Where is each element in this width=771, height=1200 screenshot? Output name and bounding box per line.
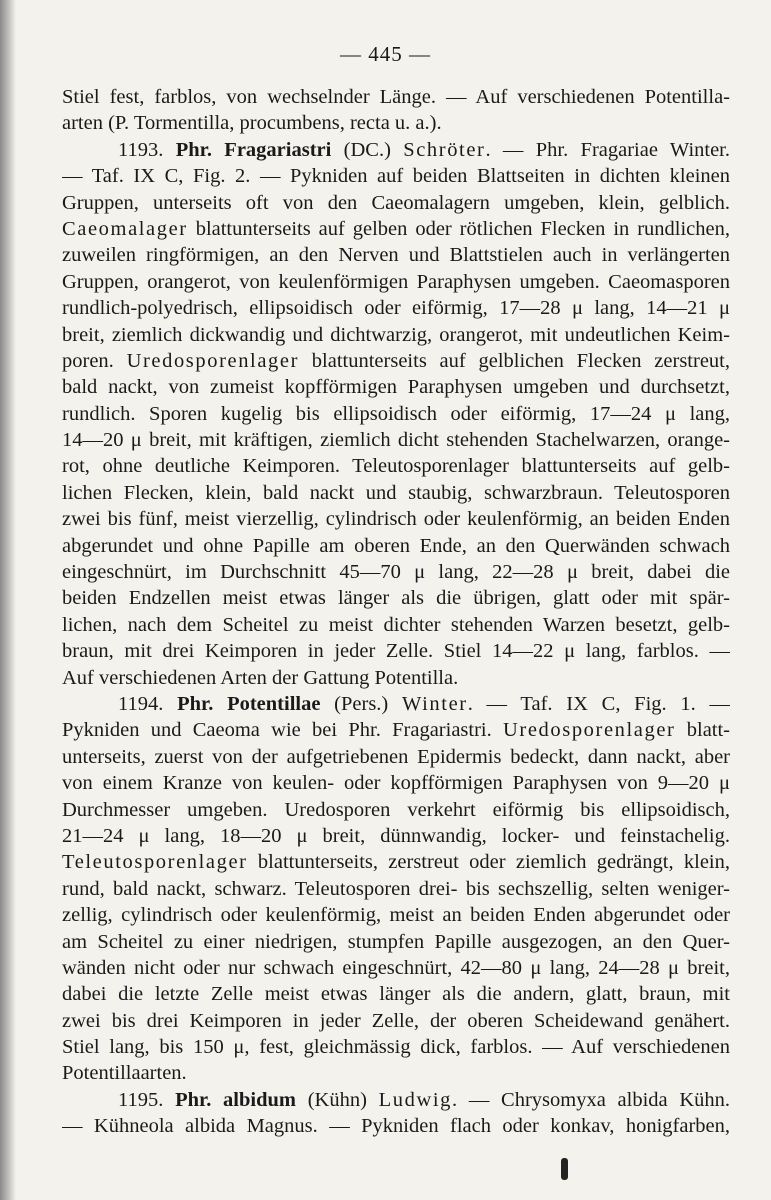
text-segment: lichen, nach dem Scheitel zu meist dichter stehenden Warzen besetzt, gelb-: [62, 613, 730, 636]
text-line: [62, 797, 730, 823]
spaced-term: Ludwig: [378, 1088, 452, 1111]
text-segment: zwei bis fünf, meist vierzellig, cylindrisch oder keulenförmig, an beiden Enden: [62, 508, 730, 531]
text-segment: Pykniden und Caeoma wie bei Phr. Fragariastri.: [62, 719, 504, 742]
text-segment: Gruppen, unterseits oft von den Caeomalagern umgeben, klein, gelblich.: [62, 191, 730, 214]
text-line: [62, 1113, 730, 1139]
text-line: [62, 242, 730, 268]
text-segment: arten (P. Tormentilla, procumbens, recta u. a.).: [62, 112, 442, 135]
text-segment: blattunterseits auf gelblichen Flecken zerstreut,: [299, 349, 730, 372]
text-line: [62, 585, 730, 611]
text-line: [62, 453, 730, 479]
text-line: [62, 1034, 730, 1060]
text-segment: Auf verschiedenen Arten der Gattung Potentilla.: [62, 666, 459, 689]
page-edge-shadow: [0, 0, 16, 1200]
text-segment: Gruppen, orangerot, von keulenförmigen Paraphysen umgeben. Caeomasporen: [62, 270, 730, 293]
text-line: [62, 929, 730, 955]
text-line: [62, 401, 730, 427]
text-line: [62, 295, 730, 321]
text-line: [62, 559, 730, 585]
text-segment: . — Chrysomyxa albida Kühn.: [452, 1088, 730, 1111]
text-segment: bald nackt, von zumeist kopfförmigen Paraphysen umgeben und durchsetzt,: [62, 376, 730, 399]
text-segment: zwei bis drei Keimporen in jeder Zelle, der oberen Scheidewand genähert.: [62, 1009, 730, 1032]
text-line: [62, 110, 730, 136]
spaced-term: Uredosporenlager: [503, 719, 676, 742]
text-line: [62, 876, 730, 902]
text-line: [62, 1060, 730, 1086]
text-segment: 1193.: [118, 138, 176, 161]
text-line: [62, 638, 730, 664]
text-line: [62, 348, 730, 374]
text-line: [62, 612, 730, 638]
text-segment: breit, ziemlich dickwandig und dichtwarzig, orangerot, mit undeutlichen Keim-: [62, 323, 730, 346]
text-segment: rund, bald nackt, schwarz. Teleutosporen drei- bis sechszellig, selten weniger-: [62, 877, 730, 900]
text-line: [62, 717, 730, 743]
text-segment: Potentillaarten.: [62, 1062, 187, 1085]
text-segment: dabei die letzte Zelle meist etwas länger als die andern, glatt, braun, mit: [62, 983, 730, 1006]
page-number: — 445 —: [340, 42, 431, 66]
text-segment: (Pers.): [320, 692, 402, 715]
text-line: [62, 137, 730, 163]
text-segment: abgerundet und ohne Papille am oberen Ende, an den Querwänden schwach: [62, 534, 730, 557]
text-segment: eingeschnürt, im Durchschnitt 45—70 μ lang, 22—28 μ breit, dabei die: [62, 561, 730, 584]
text-line: [62, 533, 730, 559]
text-segment: unterseits, zuerst von der aufgetriebenen Epidermis bedeckt, dann nackt, aber: [62, 745, 730, 768]
text-segment: wänden nicht oder nur schwach eingeschnürt, 42—80 μ lang, 24—28 μ breit,: [62, 956, 730, 979]
species-name: Phr. albidum: [175, 1088, 296, 1111]
text-line: [62, 216, 730, 242]
text-segment: zuweilen ringförmigen, an den Nerven und Blattstielen auch in verlängerten: [62, 244, 730, 267]
spaced-term: Schröter: [403, 138, 486, 161]
spaced-term: Winter: [402, 692, 468, 715]
text-segment: am Scheitel zu einer niedrigen, stumpfen Papille ausgezogen, an den Quer-: [62, 930, 730, 953]
text-line: [62, 269, 730, 295]
body-text: [62, 84, 730, 1140]
text-line: [62, 955, 730, 981]
text-line: [62, 190, 730, 216]
text-segment: — Kühneola albida Magnus. — Pykniden flach oder konkav, honigfarben,: [62, 1115, 730, 1138]
text-segment: 14—20 μ breit, mit kräftigen, ziemlich dicht stehenden Stachelwarzen, orange-: [62, 429, 730, 452]
text-line: [62, 902, 730, 928]
text-line: [62, 84, 730, 110]
text-segment: lichen Flecken, klein, bald nackt und staubig, schwarzbraun. Teleutosporen: [62, 481, 730, 504]
text-line: [62, 770, 730, 796]
spaced-term: Teleutosporenlager: [62, 851, 248, 874]
text-segment: rundlich-polyedrisch, ellipsoidisch oder eiförmig, 17—28 μ lang, 14—21 μ: [62, 297, 730, 320]
text-line: [62, 823, 730, 849]
text-line: [62, 744, 730, 770]
text-segment: (DC.): [331, 138, 404, 161]
text-line: [62, 322, 730, 348]
text-segment: zellig, cylindrisch oder keulenförmig, meist an beiden Enden abgerundet oder: [62, 904, 730, 927]
text-segment: 1195.: [118, 1088, 176, 1111]
text-segment: Stiel fest, farblos, von wechselnder Länge. — Auf verschiedenen Potentilla-: [62, 86, 730, 108]
text-line: [62, 163, 730, 189]
text-line: [62, 849, 730, 875]
species-name: Phr. Potentillae: [177, 692, 321, 715]
text-segment: beiden Endzellen meist etwas länger als die übrigen, glatt oder mit spär-: [62, 587, 730, 610]
text-segment: braun, mit drei Keimporen in jeder Zelle. Stiel 14—22 μ lang, farblos. —: [62, 640, 730, 663]
text-segment: poren.: [62, 349, 127, 372]
text-line: [62, 374, 730, 400]
text-segment: . — Phr. Fragariae Winter.: [485, 138, 730, 161]
text-line: [62, 981, 730, 1007]
text-segment: — Taf. IX C, Fig. 2. — Pykniden auf beiden Blattseiten in dichten kleinen: [62, 165, 730, 188]
text-segment: rundlich. Sporen kugelig bis ellipsoidisch oder eiförmig, 17—24 μ lang,: [62, 402, 730, 425]
text-segment: blattunterseits auf gelben oder rötlichen Flecken in rundlichen,: [187, 217, 730, 240]
text-line: [62, 506, 730, 532]
spaced-term: Uredosporenlager: [126, 349, 300, 372]
text-line: [62, 665, 730, 691]
text-line: [62, 1008, 730, 1034]
text-line: [62, 480, 730, 506]
ink-speck: [561, 1158, 568, 1180]
text-segment: blatt-: [675, 719, 730, 742]
text-line: [62, 1087, 730, 1113]
text-segment: Stiel lang, bis 150 μ, fest, gleichmässig dick, farblos. — Auf verschiedenen: [62, 1036, 730, 1059]
spaced-term: Caeomalager: [62, 217, 188, 240]
text-segment: blattunterseits, zerstreut oder ziemlich gedrängt, klein,: [247, 851, 730, 874]
text-segment: 21—24 μ lang, 18—20 μ breit, dünnwandig, locker- und feinstachelig.: [62, 824, 730, 847]
text-line: [62, 691, 730, 717]
text-line: [62, 427, 730, 453]
text-segment: von einem Kranze von keulen- oder kopfförmigen Paraphysen von 9—20 μ: [62, 772, 730, 795]
text-segment: (Kühn): [295, 1088, 379, 1111]
species-name: Phr. Fragariastri: [175, 138, 332, 161]
text-segment: 1194.: [118, 692, 178, 715]
text-segment: . — Taf. IX C, Fig. 1. —: [467, 692, 730, 715]
text-segment: rot, ohne deutliche Keimporen. Teleutosporenlager blattunterseits auf gelb-: [62, 455, 730, 478]
text-segment: Durchmesser umgeben. Uredosporen verkehrt eiförmig bis ellipsoidisch,: [62, 798, 730, 821]
